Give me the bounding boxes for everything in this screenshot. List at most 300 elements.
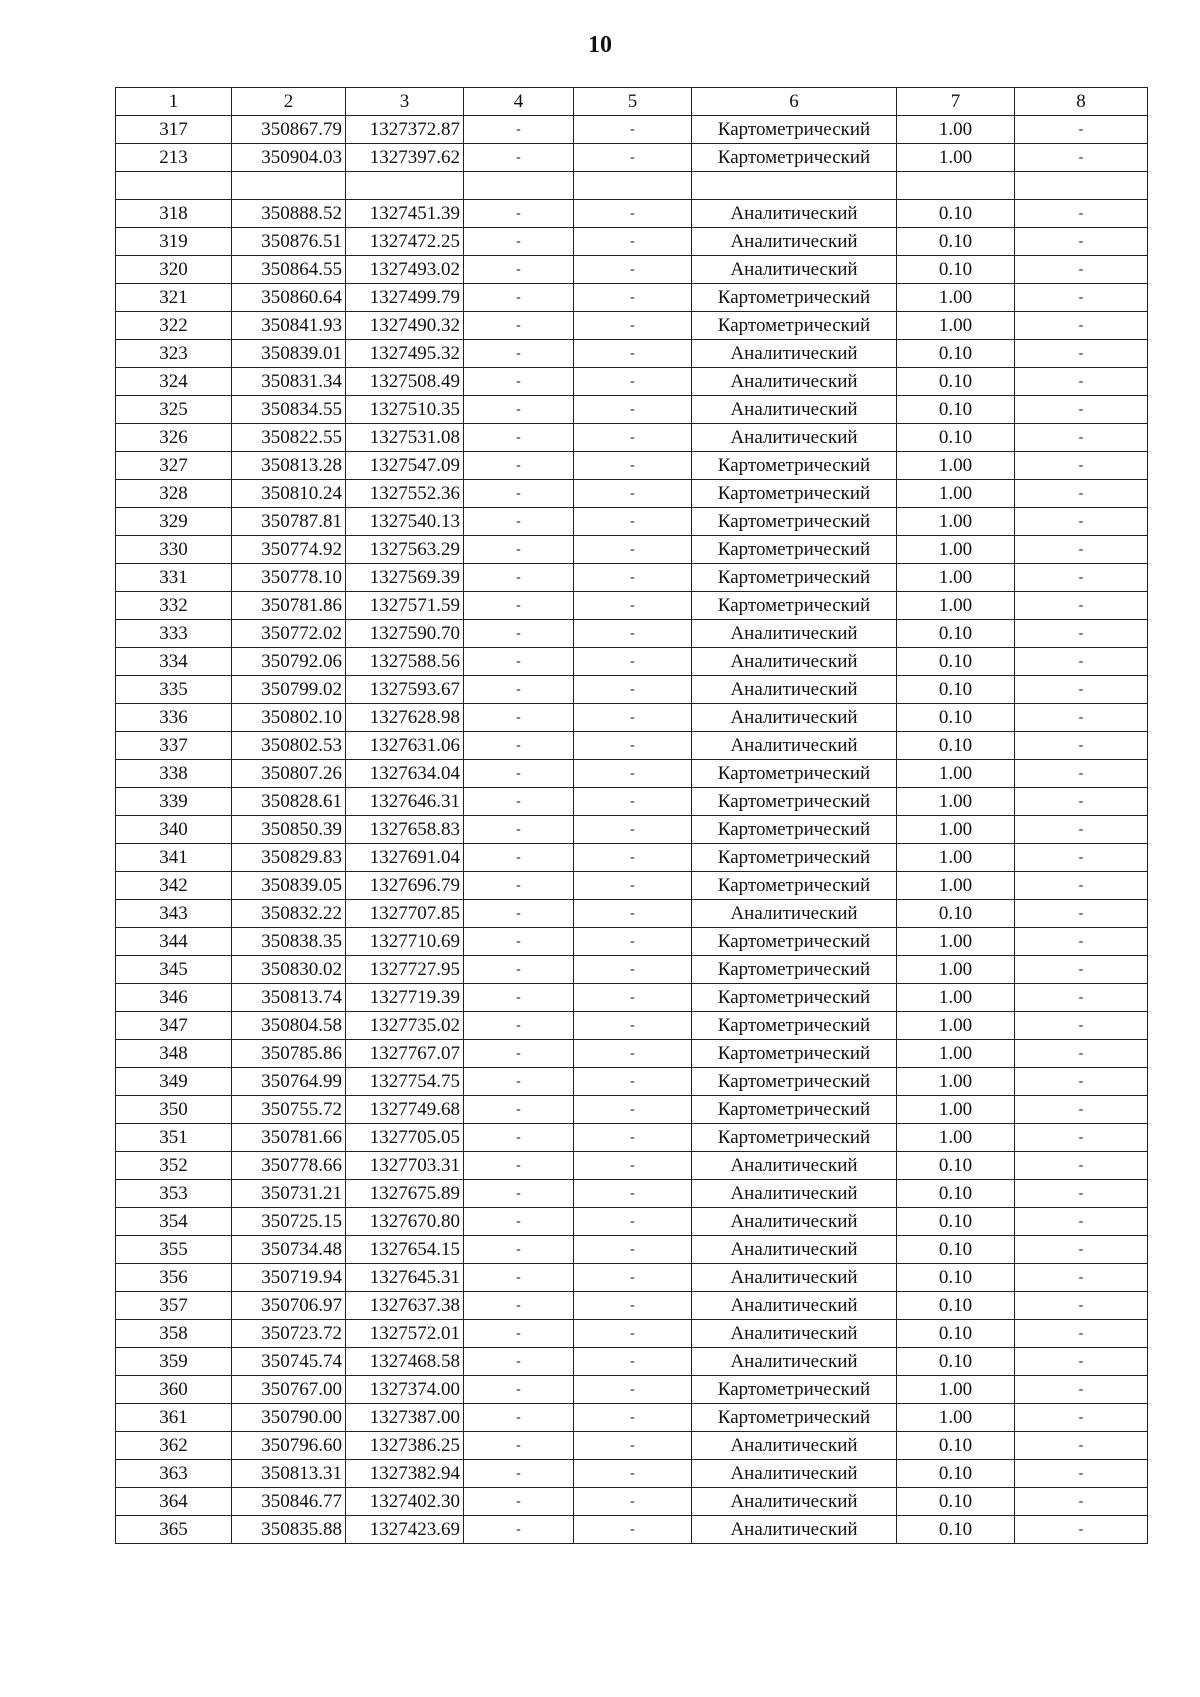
method-cell: Аналитический — [692, 1180, 897, 1208]
col-4-cell: - — [464, 480, 574, 508]
method-cell: Картометрический — [692, 1404, 897, 1432]
col-8-cell: - — [1015, 1152, 1148, 1180]
col-5-cell: - — [574, 116, 692, 144]
table-row — [116, 1432, 1148, 1460]
x-coordinate-cell: 350841.93 — [232, 312, 346, 340]
y-coordinate-cell: 1327493.02 — [346, 256, 464, 284]
table-row — [116, 732, 1148, 760]
accuracy-cell: 1.00 — [897, 816, 1015, 844]
method-cell: Картометрический — [692, 928, 897, 956]
method-cell: Аналитический — [692, 620, 897, 648]
col-4-cell: - — [464, 116, 574, 144]
method-cell: Аналитический — [692, 228, 897, 256]
point-number-cell: 317 — [116, 116, 232, 144]
method-cell: Аналитический — [692, 648, 897, 676]
point-number-cell: 356 — [116, 1264, 232, 1292]
y-coordinate-cell: 1327540.13 — [346, 508, 464, 536]
table-row — [116, 620, 1148, 648]
point-number-cell: 328 — [116, 480, 232, 508]
y-coordinate-cell: 1327646.31 — [346, 788, 464, 816]
col-8-cell: - — [1015, 1460, 1148, 1488]
col-4-cell: - — [464, 424, 574, 452]
point-number-cell: 352 — [116, 1152, 232, 1180]
accuracy-cell: 1.00 — [897, 592, 1015, 620]
method-cell: Картометрический — [692, 872, 897, 900]
y-coordinate-cell: 1327374.00 — [346, 1376, 464, 1404]
point-number-cell: 330 — [116, 536, 232, 564]
method-cell: Картометрический — [692, 284, 897, 312]
y-coordinate-cell: 1327654.15 — [346, 1236, 464, 1264]
col-4-cell: - — [464, 228, 574, 256]
col-5-cell: - — [574, 1040, 692, 1068]
method-cell: Аналитический — [692, 256, 897, 284]
x-coordinate-cell: 350785.86 — [232, 1040, 346, 1068]
col-4-cell: - — [464, 564, 574, 592]
table-row — [116, 452, 1148, 480]
col-8-cell: - — [1015, 508, 1148, 536]
method-cell: Картометрический — [692, 144, 897, 172]
table-row — [116, 116, 1148, 144]
table-row — [116, 228, 1148, 256]
method-cell: Картометрический — [692, 480, 897, 508]
accuracy-cell: 0.10 — [897, 900, 1015, 928]
table-row — [116, 1460, 1148, 1488]
table-row — [116, 564, 1148, 592]
x-coordinate-cell: 350829.83 — [232, 844, 346, 872]
col-4-cell: - — [464, 1516, 574, 1544]
accuracy-cell: 0.10 — [897, 424, 1015, 452]
accuracy-cell: 0.10 — [897, 1264, 1015, 1292]
point-number-cell: 334 — [116, 648, 232, 676]
y-coordinate-cell: 1327631.06 — [346, 732, 464, 760]
method-cell: Картометрический — [692, 760, 897, 788]
y-coordinate-cell: 1327499.79 — [346, 284, 464, 312]
col-8-cell: - — [1015, 1404, 1148, 1432]
col-4-cell: - — [464, 1320, 574, 1348]
point-number-cell: 327 — [116, 452, 232, 480]
y-coordinate-cell: 1327691.04 — [346, 844, 464, 872]
col-4-cell: - — [464, 1432, 574, 1460]
col-4-cell: - — [464, 1292, 574, 1320]
table-row — [116, 984, 1148, 1012]
page-number: 10 — [588, 32, 612, 58]
point-number-cell: 341 — [116, 844, 232, 872]
col-5-cell: - — [574, 592, 692, 620]
y-coordinate-cell: 1327572.01 — [346, 1320, 464, 1348]
point-number-cell: 347 — [116, 1012, 232, 1040]
col-4-cell: - — [464, 452, 574, 480]
table-row — [116, 648, 1148, 676]
x-coordinate-cell: 350764.99 — [232, 1068, 346, 1096]
accuracy-cell: 1.00 — [897, 984, 1015, 1012]
accuracy-cell: 1.00 — [897, 1096, 1015, 1124]
x-coordinate-cell: 350767.00 — [232, 1376, 346, 1404]
accuracy-cell: 1.00 — [897, 144, 1015, 172]
accuracy-cell: 1.00 — [897, 844, 1015, 872]
point-number-cell: 339 — [116, 788, 232, 816]
method-cell: Аналитический — [692, 340, 897, 368]
method-cell: Аналитический — [692, 900, 897, 928]
table-row — [116, 844, 1148, 872]
accuracy-cell: 0.10 — [897, 1208, 1015, 1236]
method-cell: Аналитический — [692, 1348, 897, 1376]
point-number-cell: 338 — [116, 760, 232, 788]
accuracy-cell: 0.10 — [897, 200, 1015, 228]
accuracy-cell: 1.00 — [897, 284, 1015, 312]
col-4-cell: - — [464, 732, 574, 760]
col-5-cell: - — [574, 676, 692, 704]
x-coordinate-cell: 350846.77 — [232, 1488, 346, 1516]
col-4-cell: - — [464, 1180, 574, 1208]
table-row — [116, 284, 1148, 312]
x-coordinate-cell: 350802.10 — [232, 704, 346, 732]
col-4-cell — [464, 172, 574, 200]
col-8-cell: - — [1015, 340, 1148, 368]
y-coordinate-cell: 1327372.87 — [346, 116, 464, 144]
col-8-cell: - — [1015, 732, 1148, 760]
y-coordinate-cell: 1327634.04 — [346, 760, 464, 788]
col-5-cell: - — [574, 1460, 692, 1488]
y-coordinate-cell: 1327705.05 — [346, 1124, 464, 1152]
col-8-cell: - — [1015, 676, 1148, 704]
col-8-cell: - — [1015, 900, 1148, 928]
method-cell: Аналитический — [692, 1152, 897, 1180]
col-5-cell: - — [574, 508, 692, 536]
method-cell: Аналитический — [692, 424, 897, 452]
table-row — [116, 592, 1148, 620]
point-number-cell: 323 — [116, 340, 232, 368]
x-coordinate-cell: 350792.06 — [232, 648, 346, 676]
y-coordinate-cell: 1327588.56 — [346, 648, 464, 676]
col-4-cell: - — [464, 1152, 574, 1180]
col-4-cell: - — [464, 844, 574, 872]
method-cell: Аналитический — [692, 1516, 897, 1544]
table-row — [116, 1516, 1148, 1544]
y-coordinate-cell: 1327707.85 — [346, 900, 464, 928]
col-8-cell: - — [1015, 760, 1148, 788]
col-5-cell: - — [574, 340, 692, 368]
header-cell-8: 8 — [1015, 88, 1148, 116]
method-cell: Аналитический — [692, 1460, 897, 1488]
method-cell: Картометрический — [692, 312, 897, 340]
table-row — [116, 424, 1148, 452]
method-cell: Аналитический — [692, 732, 897, 760]
y-coordinate-cell: 1327531.08 — [346, 424, 464, 452]
table-row — [116, 508, 1148, 536]
table-row — [116, 704, 1148, 732]
col-8-cell: - — [1015, 480, 1148, 508]
col-8-cell: - — [1015, 1096, 1148, 1124]
header-row — [116, 88, 1148, 116]
method-cell: Картометрический — [692, 564, 897, 592]
col-5-cell: - — [574, 1264, 692, 1292]
method-cell: Аналитический — [692, 1236, 897, 1264]
col-4-cell: - — [464, 984, 574, 1012]
table-row — [116, 256, 1148, 284]
col-8-cell — [1015, 172, 1148, 200]
accuracy-cell: 0.10 — [897, 1348, 1015, 1376]
col-5-cell: - — [574, 1348, 692, 1376]
accuracy-cell: 1.00 — [897, 116, 1015, 144]
col-8-cell: - — [1015, 312, 1148, 340]
method-cell: Картометрический — [692, 956, 897, 984]
col-5-cell: - — [574, 480, 692, 508]
col-4-cell: - — [464, 816, 574, 844]
col-8-cell: - — [1015, 984, 1148, 1012]
method-cell: Картометрический — [692, 592, 897, 620]
accuracy-cell: 0.10 — [897, 704, 1015, 732]
x-coordinate-cell: 350719.94 — [232, 1264, 346, 1292]
accuracy-cell: 1.00 — [897, 1012, 1015, 1040]
method-cell: Картометрический — [692, 1040, 897, 1068]
table-row — [116, 1348, 1148, 1376]
col-8-cell: - — [1015, 704, 1148, 732]
col-4-cell: - — [464, 1264, 574, 1292]
col-5-cell: - — [574, 312, 692, 340]
method-cell: Картометрический — [692, 984, 897, 1012]
col-5-cell: - — [574, 1208, 692, 1236]
method-cell: Аналитический — [692, 1208, 897, 1236]
x-coordinate-cell: 350888.52 — [232, 200, 346, 228]
accuracy-cell — [897, 172, 1015, 200]
accuracy-cell: 0.10 — [897, 1460, 1015, 1488]
method-cell: Аналитический — [692, 368, 897, 396]
table-row — [116, 1320, 1148, 1348]
y-coordinate-cell: 1327645.31 — [346, 1264, 464, 1292]
col-8-cell: - — [1015, 788, 1148, 816]
x-coordinate-cell: 350864.55 — [232, 256, 346, 284]
point-number-cell: 353 — [116, 1180, 232, 1208]
accuracy-cell: 1.00 — [897, 788, 1015, 816]
x-coordinate-cell: 350706.97 — [232, 1292, 346, 1320]
accuracy-cell: 0.10 — [897, 1180, 1015, 1208]
y-coordinate-cell: 1327703.31 — [346, 1152, 464, 1180]
col-8-cell: - — [1015, 144, 1148, 172]
col-5-cell: - — [574, 984, 692, 1012]
x-coordinate-cell: 350835.88 — [232, 1516, 346, 1544]
col-5-cell: - — [574, 396, 692, 424]
col-8-cell: - — [1015, 592, 1148, 620]
y-coordinate-cell — [346, 172, 464, 200]
header-cell-4: 4 — [464, 88, 574, 116]
y-coordinate-cell: 1327590.70 — [346, 620, 464, 648]
col-5-cell: - — [574, 1320, 692, 1348]
col-5-cell: - — [574, 1516, 692, 1544]
col-8-cell: - — [1015, 256, 1148, 284]
col-4-cell: - — [464, 508, 574, 536]
accuracy-cell: 0.10 — [897, 1320, 1015, 1348]
table-row — [116, 1208, 1148, 1236]
col-8-cell: - — [1015, 1180, 1148, 1208]
col-4-cell: - — [464, 872, 574, 900]
col-4-cell: - — [464, 760, 574, 788]
x-coordinate-cell: 350876.51 — [232, 228, 346, 256]
col-5-cell: - — [574, 1124, 692, 1152]
point-number-cell — [116, 172, 232, 200]
method-cell: Аналитический — [692, 1292, 897, 1320]
col-8-cell: - — [1015, 1068, 1148, 1096]
y-coordinate-cell: 1327710.69 — [346, 928, 464, 956]
y-coordinate-cell: 1327423.69 — [346, 1516, 464, 1544]
x-coordinate-cell: 350796.60 — [232, 1432, 346, 1460]
y-coordinate-cell: 1327495.32 — [346, 340, 464, 368]
table-row — [116, 760, 1148, 788]
x-coordinate-cell: 350810.24 — [232, 480, 346, 508]
method-cell: Аналитический — [692, 396, 897, 424]
x-coordinate-cell: 350807.26 — [232, 760, 346, 788]
col-8-cell: - — [1015, 1320, 1148, 1348]
x-coordinate-cell: 350755.72 — [232, 1096, 346, 1124]
x-coordinate-cell: 350787.81 — [232, 508, 346, 536]
x-coordinate-cell: 350860.64 — [232, 284, 346, 312]
table-row — [116, 1180, 1148, 1208]
table-row — [116, 1012, 1148, 1040]
x-coordinate-cell: 350799.02 — [232, 676, 346, 704]
y-coordinate-cell: 1327670.80 — [346, 1208, 464, 1236]
x-coordinate-cell: 350774.92 — [232, 536, 346, 564]
col-4-cell: - — [464, 620, 574, 648]
table-row — [116, 1404, 1148, 1432]
col-4-cell: - — [464, 144, 574, 172]
col-5-cell: - — [574, 564, 692, 592]
x-coordinate-cell: 350790.00 — [232, 1404, 346, 1432]
accuracy-cell: 0.10 — [897, 1152, 1015, 1180]
method-cell: Картометрический — [692, 536, 897, 564]
col-5-cell: - — [574, 1152, 692, 1180]
x-coordinate-cell: 350828.61 — [232, 788, 346, 816]
col-4-cell: - — [464, 1068, 574, 1096]
point-number-cell: 326 — [116, 424, 232, 452]
col-5-cell: - — [574, 1404, 692, 1432]
x-coordinate-cell: 350781.86 — [232, 592, 346, 620]
y-coordinate-cell: 1327563.29 — [346, 536, 464, 564]
accuracy-cell: 0.10 — [897, 620, 1015, 648]
point-number-cell: 363 — [116, 1460, 232, 1488]
point-number-cell: 365 — [116, 1516, 232, 1544]
col-8-cell: - — [1015, 1292, 1148, 1320]
col-8-cell: - — [1015, 1208, 1148, 1236]
point-number-cell: 322 — [116, 312, 232, 340]
y-coordinate-cell: 1327472.25 — [346, 228, 464, 256]
x-coordinate-cell: 350867.79 — [232, 116, 346, 144]
method-cell: Аналитический — [692, 1432, 897, 1460]
col-5-cell: - — [574, 648, 692, 676]
col-5-cell: - — [574, 284, 692, 312]
col-8-cell: - — [1015, 200, 1148, 228]
col-5-cell: - — [574, 1068, 692, 1096]
y-coordinate-cell: 1327696.79 — [346, 872, 464, 900]
point-number-cell: 361 — [116, 1404, 232, 1432]
method-cell: Аналитический — [692, 1488, 897, 1516]
table-row — [116, 928, 1148, 956]
col-8-cell: - — [1015, 564, 1148, 592]
col-4-cell: - — [464, 368, 574, 396]
x-coordinate-cell: 350778.10 — [232, 564, 346, 592]
col-8-cell: - — [1015, 816, 1148, 844]
col-4-cell: - — [464, 1376, 574, 1404]
col-4-cell: - — [464, 256, 574, 284]
x-coordinate-cell: 350778.66 — [232, 1152, 346, 1180]
accuracy-cell: 0.10 — [897, 1516, 1015, 1544]
accuracy-cell: 1.00 — [897, 956, 1015, 984]
col-5-cell: - — [574, 368, 692, 396]
accuracy-cell: 0.10 — [897, 228, 1015, 256]
col-5-cell: - — [574, 1488, 692, 1516]
method-cell: Картометрический — [692, 1096, 897, 1124]
col-8-cell: - — [1015, 1264, 1148, 1292]
table-row — [116, 368, 1148, 396]
col-4-cell: - — [464, 200, 574, 228]
x-coordinate-cell: 350834.55 — [232, 396, 346, 424]
point-number-cell: 340 — [116, 816, 232, 844]
header-cell-6: 6 — [692, 88, 897, 116]
point-number-cell: 348 — [116, 1040, 232, 1068]
method-cell: Картометрический — [692, 816, 897, 844]
col-8-cell: - — [1015, 1376, 1148, 1404]
table-body — [116, 88, 1148, 1544]
col-5-cell: - — [574, 1012, 692, 1040]
col-8-cell: - — [1015, 228, 1148, 256]
table-row — [116, 788, 1148, 816]
col-8-cell: - — [1015, 872, 1148, 900]
table-row — [116, 1124, 1148, 1152]
accuracy-cell: 1.00 — [897, 452, 1015, 480]
x-coordinate-cell: 350850.39 — [232, 816, 346, 844]
point-number-cell: 329 — [116, 508, 232, 536]
table-row — [116, 1292, 1148, 1320]
table-row — [116, 1264, 1148, 1292]
header-cell-3: 3 — [346, 88, 464, 116]
table-row — [116, 1236, 1148, 1264]
y-coordinate-cell: 1327402.30 — [346, 1488, 464, 1516]
method-cell: Аналитический — [692, 704, 897, 732]
x-coordinate-cell: 350723.72 — [232, 1320, 346, 1348]
col-4-cell: - — [464, 1124, 574, 1152]
point-number-cell: 333 — [116, 620, 232, 648]
col-4-cell: - — [464, 340, 574, 368]
col-4-cell: - — [464, 1488, 574, 1516]
col-5-cell — [574, 172, 692, 200]
point-number-cell: 331 — [116, 564, 232, 592]
accuracy-cell: 0.10 — [897, 1236, 1015, 1264]
col-8-cell: - — [1015, 424, 1148, 452]
header-cell-2: 2 — [232, 88, 346, 116]
table-row — [116, 312, 1148, 340]
point-number-cell: 325 — [116, 396, 232, 424]
col-8-cell: - — [1015, 536, 1148, 564]
point-number-cell: 318 — [116, 200, 232, 228]
point-number-cell: 362 — [116, 1432, 232, 1460]
x-coordinate-cell: 350731.21 — [232, 1180, 346, 1208]
point-number-cell: 350 — [116, 1096, 232, 1124]
x-coordinate-cell: 350904.03 — [232, 144, 346, 172]
point-number-cell: 346 — [116, 984, 232, 1012]
col-4-cell: - — [464, 536, 574, 564]
empty-separator-row — [116, 172, 1148, 200]
col-4-cell: - — [464, 1012, 574, 1040]
table-row — [116, 816, 1148, 844]
col-5-cell: - — [574, 872, 692, 900]
table-row — [116, 872, 1148, 900]
accuracy-cell: 1.00 — [897, 872, 1015, 900]
method-cell: Картометрический — [692, 1068, 897, 1096]
col-8-cell: - — [1015, 1488, 1148, 1516]
table-row — [116, 676, 1148, 704]
header-cell-5: 5 — [574, 88, 692, 116]
y-coordinate-cell: 1327569.39 — [346, 564, 464, 592]
point-number-cell: 343 — [116, 900, 232, 928]
point-number-cell: 335 — [116, 676, 232, 704]
